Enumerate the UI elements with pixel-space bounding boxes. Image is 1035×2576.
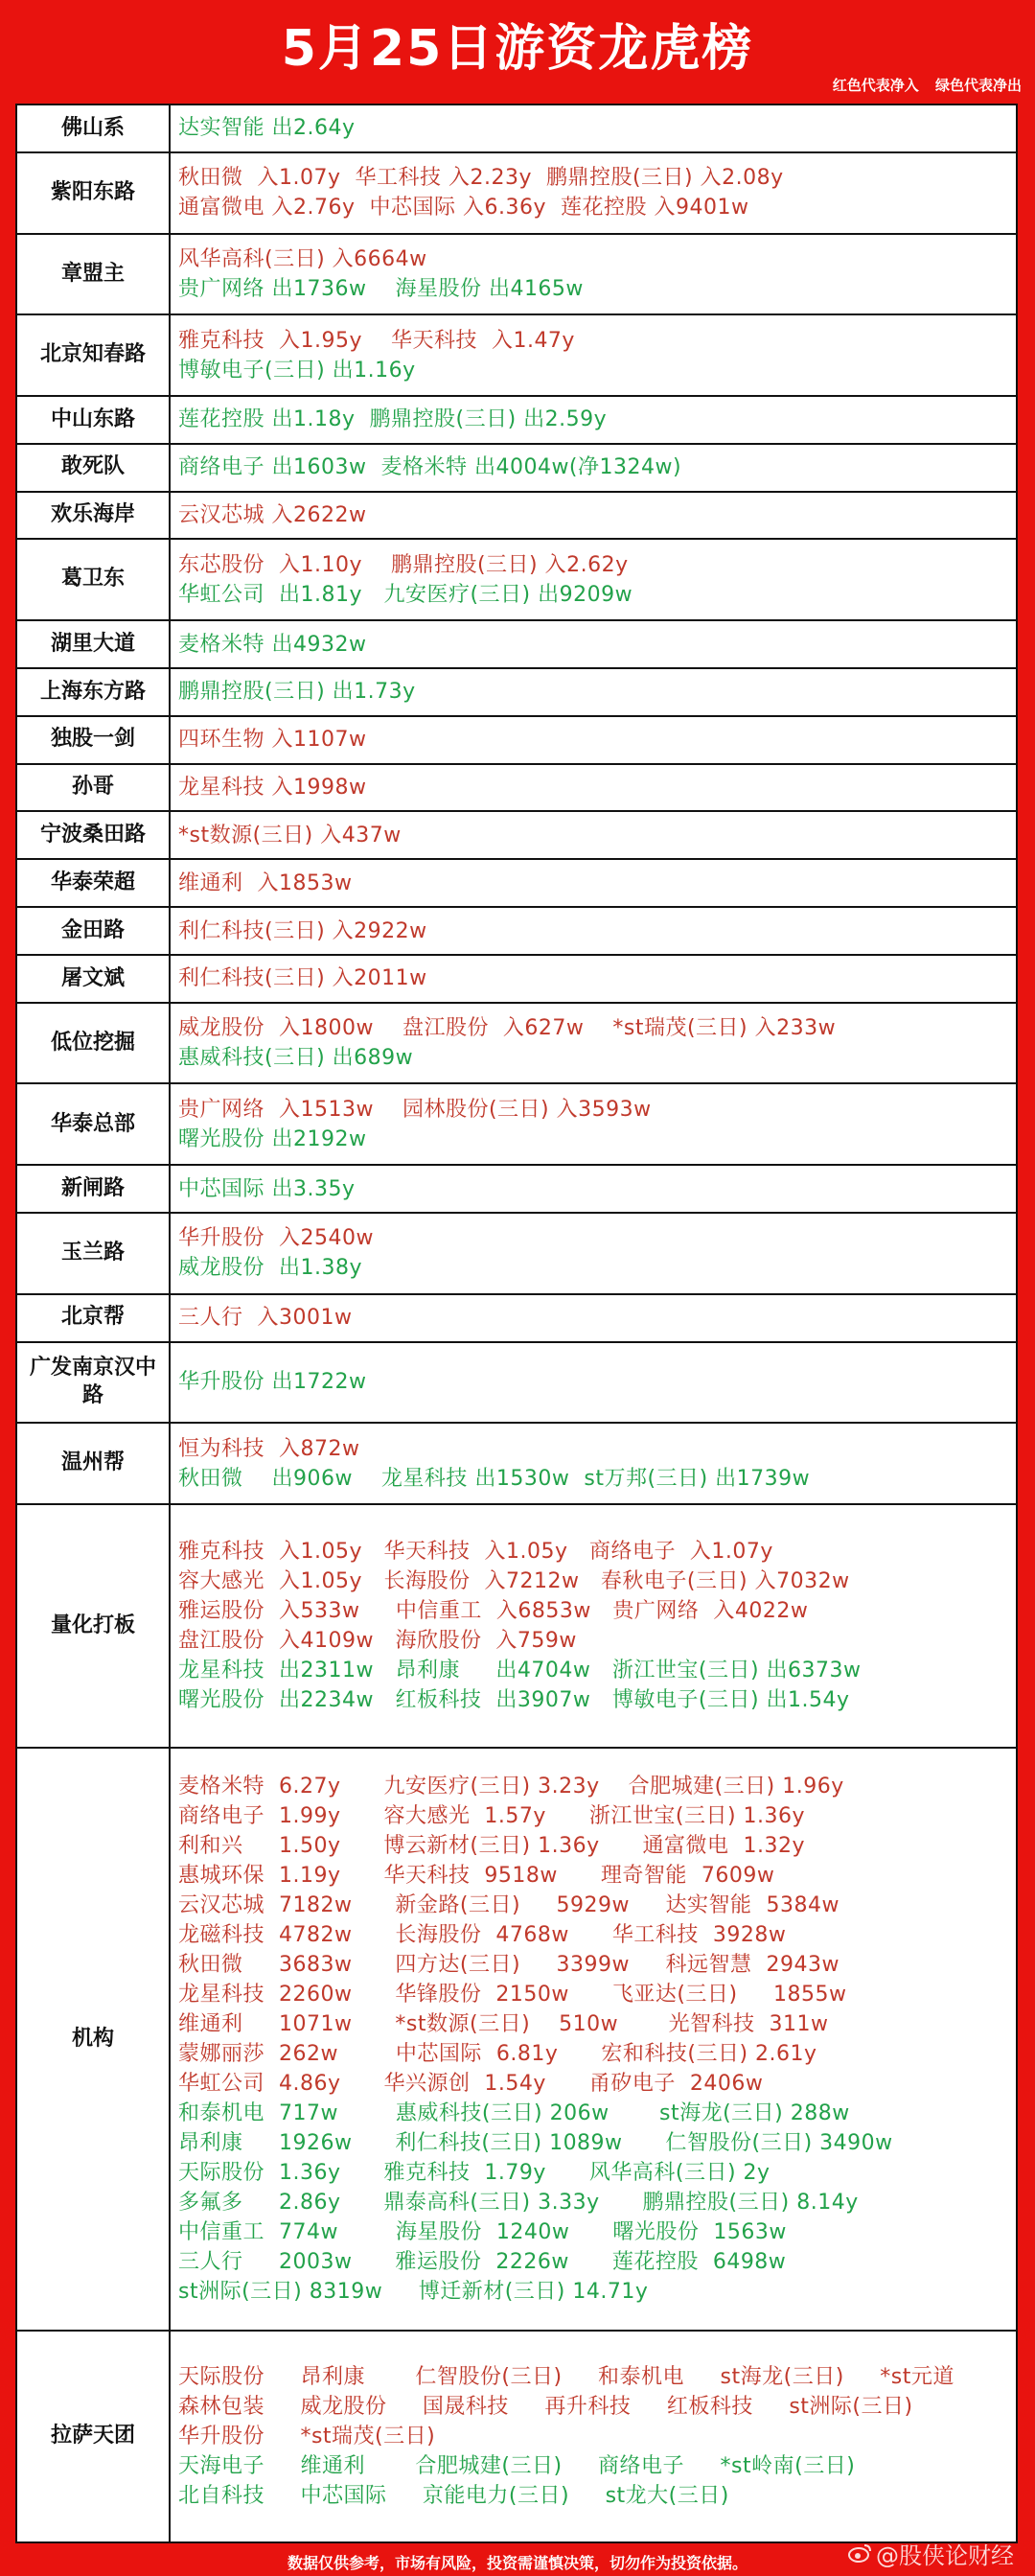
legend-green: 绿色代表净出 bbox=[934, 77, 1022, 94]
board-row bbox=[17, 315, 1016, 397]
inflow-line: 麦格米特 6.27y 九安医疗(三日) 3.23y 合肥城建(三日) 1.96y bbox=[178, 1774, 844, 1799]
outflow-line: 惠威科技(三日) 出689w bbox=[178, 1046, 414, 1071]
trader-name: 低位挖掘 bbox=[17, 1004, 171, 1083]
inflow-line: 利仁科技(三日) 入2922w bbox=[178, 918, 427, 943]
board-row bbox=[17, 1166, 1016, 1214]
footer bbox=[0, 2542, 1035, 2576]
trader-name: 机构 bbox=[17, 1749, 171, 2330]
inflow-line: 雅运股份 入533w 中信重工 入6853w 贵广网络 入4022w bbox=[178, 1598, 809, 1623]
trade-details bbox=[171, 1214, 1016, 1293]
inflow-line: 风华高科(三日) 入6664w bbox=[178, 246, 427, 271]
trader-name: 拉萨天团 bbox=[17, 2332, 171, 2541]
outflow-line: 鹏鼎控股(三日) 出1.73y bbox=[178, 680, 416, 705]
outflow-line: 昂利康 1926w 利仁科技(三日) 1089w 仁智股份(三日) 3490w bbox=[178, 2130, 893, 2155]
color-legend bbox=[821, 75, 1022, 95]
trader-name: 敢死队 bbox=[17, 445, 171, 491]
inflow-line: 维通利 入1853w bbox=[178, 870, 353, 895]
outflow-line: 麦格米特 出4932w bbox=[178, 632, 367, 657]
outflow-line: 曙光股份 出2192w bbox=[178, 1126, 367, 1151]
trade-details bbox=[171, 956, 1016, 1002]
inflow-line: 华升股份 *st瑞茂(三日) bbox=[178, 2424, 436, 2448]
outflow-line: 博敏电子(三日) 出1.16y bbox=[178, 358, 416, 383]
inflow-line: 威龙股份 入1800w 盘江股份 入627w *st瑞茂(三日) 入233w bbox=[178, 1016, 837, 1041]
board-row bbox=[17, 397, 1016, 445]
inflow-line: 秋田微 3683w 四方达(三日) 3399w 科远智慧 2943w bbox=[178, 1952, 840, 1977]
trade-details bbox=[171, 860, 1016, 906]
trader-name: 广发南京汉中路 bbox=[17, 1343, 171, 1423]
outflow-line: 贵广网络 出1736w 海星股份 出4165w bbox=[178, 276, 584, 301]
trade-details bbox=[171, 908, 1016, 954]
board-row bbox=[17, 1004, 1016, 1085]
outflow-line: 威龙股份 出1.38y bbox=[178, 1256, 362, 1281]
trader-name: 章盟主 bbox=[17, 235, 171, 314]
outflow-line: 龙星科技 出2311w 昂利康 出4704w 浙江世宝(三日) 出6373w bbox=[178, 1658, 862, 1683]
outflow-line: 多氟多 2.86y 鼎泰高科(三日) 3.33y 鹏鼎控股(三日) 8.14y bbox=[178, 2190, 859, 2215]
trade-details bbox=[171, 717, 1016, 763]
board-row bbox=[17, 445, 1016, 493]
inflow-line: 龙星科技 入1998w bbox=[178, 776, 367, 801]
trade-details bbox=[171, 105, 1016, 151]
trading-board-table bbox=[15, 104, 1018, 2543]
inflow-line: 云汉芯城 入2622w bbox=[178, 503, 367, 527]
outflow-line: 天海电子 维通利 合肥城建(三日) 商络电子 *st岭南(三日) bbox=[178, 2453, 856, 2478]
board-row bbox=[17, 1424, 1016, 1505]
board-row bbox=[17, 2332, 1016, 2541]
inflow-line: 秋田微 入1.07y 华工科技 入2.23y 鹏鼎控股(三日) 入2.08y bbox=[178, 166, 784, 191]
trade-details bbox=[171, 493, 1016, 539]
outflow-line: 秋田微 出906w 龙星科技 出1530w st万邦(三日) 出1739w bbox=[178, 1466, 811, 1491]
board-row bbox=[17, 1505, 1016, 1749]
trader-name: 华泰荣超 bbox=[17, 860, 171, 906]
trade-details bbox=[171, 235, 1016, 314]
trader-name: 葛卫东 bbox=[17, 540, 171, 619]
inflow-line: 龙磁科技 4782w 长海股份 4768w 华工科技 3928w bbox=[178, 1922, 787, 1947]
inflow-line: 东芯股份 入1.10y 鹏鼎控股(三日) 入2.62y bbox=[178, 552, 629, 577]
trader-name: 中山东路 bbox=[17, 397, 171, 443]
trade-details bbox=[171, 397, 1016, 443]
trade-details bbox=[171, 1084, 1016, 1164]
inflow-line: 利仁科技(三日) 入2011w bbox=[178, 966, 427, 991]
board-row bbox=[17, 1084, 1016, 1166]
trader-name: 上海东方路 bbox=[17, 669, 171, 715]
trader-name: 宁波桑田路 bbox=[17, 812, 171, 858]
inflow-line: 华升股份 入2540w bbox=[178, 1226, 374, 1251]
inflow-line: 恒为科技 入872w bbox=[178, 1436, 360, 1461]
outflow-line: 华升股份 出1722w bbox=[178, 1370, 367, 1395]
inflow-line: 盘江股份 入4109w 海欣股份 入759w bbox=[178, 1628, 577, 1653]
trade-details bbox=[171, 1749, 1016, 2330]
trader-name: 金田路 bbox=[17, 908, 171, 954]
outflow-line: 天际股份 1.36y 雅克科技 1.79y 风华高科(三日) 2y bbox=[178, 2160, 770, 2185]
inflow-line: 天际股份 昂利康 仁智股份(三日) 和泰机电 st海龙(三日) *st元道 bbox=[178, 2364, 954, 2389]
trader-name: 湖里大道 bbox=[17, 621, 171, 667]
trade-details bbox=[171, 2332, 1016, 2541]
trade-details bbox=[171, 315, 1016, 395]
trade-details bbox=[171, 669, 1016, 715]
board-row bbox=[17, 493, 1016, 541]
inflow-line: 四环生物 入1107w bbox=[178, 728, 367, 753]
disclaimer-text: 数据仅供参考，市场有风险，投资需谨慎决策，切勿作为投资依据。 bbox=[287, 2554, 748, 2572]
outflow-line: 莲花控股 出1.18y 鹏鼎控股(三日) 出2.59y bbox=[178, 407, 608, 432]
outflow-line: 中信重工 774w 海星股份 1240w 曙光股份 1563w bbox=[178, 2219, 787, 2244]
trade-details bbox=[171, 540, 1016, 619]
inflow-line: 雅克科技 入1.95y 华天科技 入1.47y bbox=[178, 328, 575, 353]
trader-name: 孙哥 bbox=[17, 765, 171, 811]
weibo-icon bbox=[847, 2542, 872, 2569]
outflow-line: 中芯国际 出3.35y bbox=[178, 1176, 356, 1201]
board-row bbox=[17, 956, 1016, 1004]
board-row bbox=[17, 669, 1016, 717]
inflow-line: 雅克科技 入1.05y 华天科技 入1.05y 商络电子 入1.07y bbox=[178, 1539, 773, 1564]
inflow-line: 华虹公司 4.86y 华兴源创 1.54y 甬矽电子 2406w bbox=[178, 2071, 764, 2096]
board-row bbox=[17, 1749, 1016, 2332]
trade-details bbox=[171, 812, 1016, 858]
trade-details bbox=[171, 1166, 1016, 1212]
inflow-line: 贵广网络 入1513w 园林股份(三日) 入3593w bbox=[178, 1097, 652, 1122]
inflow-line: 利和兴 1.50y 博云新材(三日) 1.36y 通富微电 1.32y bbox=[178, 1833, 806, 1858]
board-row bbox=[17, 540, 1016, 621]
trader-name: 欢乐海岸 bbox=[17, 493, 171, 539]
trade-details bbox=[171, 1295, 1016, 1341]
board-row bbox=[17, 812, 1016, 860]
inflow-line: 三人行 入3001w bbox=[178, 1306, 353, 1331]
inflow-line: 云汉芯城 7182w 新金路(三日) 5929w 达实智能 5384w bbox=[178, 1892, 840, 1917]
trade-details bbox=[171, 153, 1016, 233]
outflow-line: 北自科技 中芯国际 京能电力(三日) st龙大(三日) bbox=[178, 2483, 729, 2508]
trader-name: 佛山系 bbox=[17, 105, 171, 151]
trader-name: 紫阳东路 bbox=[17, 153, 171, 233]
legend-red: 红色代表净入 bbox=[832, 77, 919, 94]
board-row bbox=[17, 717, 1016, 765]
trader-name: 独股一剑 bbox=[17, 717, 171, 763]
trader-name: 玉兰路 bbox=[17, 1214, 171, 1293]
inflow-line: 商络电子 1.99y 容大感光 1.57y 浙江世宝(三日) 1.36y bbox=[178, 1803, 806, 1828]
board-row bbox=[17, 1343, 1016, 1425]
board-row bbox=[17, 860, 1016, 908]
inflow-line: 森林包装 威龙股份 国晟科技 再升科技 红板科技 st洲际(三日) bbox=[178, 2394, 913, 2419]
trader-name: 屠文斌 bbox=[17, 956, 171, 1002]
trader-name: 华泰总部 bbox=[17, 1084, 171, 1164]
outflow-line: 三人行 2003w 雅运股份 2226w 莲花控股 6498w bbox=[178, 2249, 787, 2274]
board-row bbox=[17, 1295, 1016, 1343]
trader-name: 新闸路 bbox=[17, 1166, 171, 1212]
trade-details bbox=[171, 621, 1016, 667]
outflow-line: 曙光股份 出2234w 红板科技 出3907w 博敏电子(三日) 出1.54y bbox=[178, 1687, 850, 1712]
watermark bbox=[847, 2537, 1014, 2570]
trade-details bbox=[171, 1505, 1016, 1747]
inflow-line: 龙星科技 2260w 华锋股份 2150w 飞亚达(三日) 1855w bbox=[178, 1982, 847, 2007]
trade-details bbox=[171, 445, 1016, 491]
outflow-line: 和泰机电 717w 惠威科技(三日) 206w st海龙(三日) 288w bbox=[178, 2100, 850, 2125]
board-row bbox=[17, 235, 1016, 316]
outflow-line: 商络电子 出1603w 麦格米特 出4004w(净1324w) bbox=[178, 455, 682, 480]
inflow-line: 容大感光 入1.05y 长海股份 入7212w 春秋电子(三日) 入7032w bbox=[178, 1568, 850, 1593]
board-row bbox=[17, 908, 1016, 956]
watermark-text: @股侠论财经 bbox=[876, 2542, 1014, 2569]
outflow-line: st洲际(三日) 8319w 博迁新材(三日) 14.71y bbox=[178, 2279, 649, 2304]
board-row bbox=[17, 1214, 1016, 1295]
trader-name: 温州帮 bbox=[17, 1424, 171, 1503]
trade-details bbox=[171, 765, 1016, 811]
trader-name: 北京帮 bbox=[17, 1295, 171, 1341]
trade-details bbox=[171, 1004, 1016, 1083]
page-title: 5月25日游资龙虎榜 bbox=[281, 20, 754, 78]
inflow-line: 蒙娜丽莎 262w 中芯国际 6.81y 宏和科技(三日) 2.61y bbox=[178, 2041, 817, 2066]
outflow-line: 达实智能 出2.64y bbox=[178, 116, 356, 141]
inflow-line: 惠城环保 1.19y 华天科技 9518w 理奇智能 7609w bbox=[178, 1863, 775, 1888]
trader-name: 量化打板 bbox=[17, 1505, 171, 1747]
board-row bbox=[17, 105, 1016, 153]
inflow-line: *st数源(三日) 入437w bbox=[178, 823, 402, 847]
trade-details bbox=[171, 1424, 1016, 1503]
trader-name: 北京知春路 bbox=[17, 315, 171, 395]
header bbox=[0, 0, 1035, 105]
inflow-line: 通富微电 入2.76y 中芯国际 入6.36y 莲花控股 入9401w bbox=[178, 196, 749, 220]
inflow-line: 维通利 1071w *st数源(三日) 510w 光智科技 311w bbox=[178, 2011, 829, 2036]
board-row bbox=[17, 765, 1016, 813]
board-row bbox=[17, 621, 1016, 669]
board-row bbox=[17, 153, 1016, 235]
outflow-line: 华虹公司 出1.81y 九安医疗(三日) 出9209w bbox=[178, 582, 633, 607]
trade-details bbox=[171, 1343, 1016, 1423]
